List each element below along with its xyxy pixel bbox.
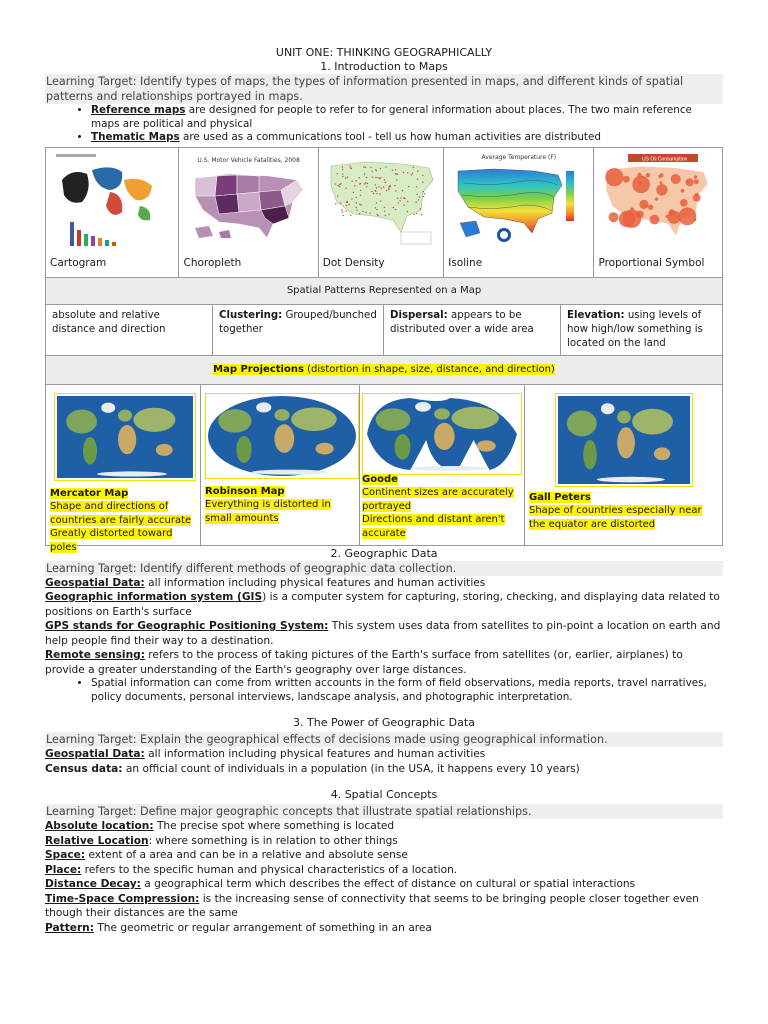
mercator-title: Mercator Map — [50, 487, 129, 499]
section3-learning-target: Learning Target: Explain the geographical effects of decisions made using geographical information. — [45, 732, 723, 747]
pattern-elevation: Elevation: using levels of how high/low something is located on the land — [561, 304, 723, 355]
isoline-map-title: Average Temperature (F) — [481, 153, 557, 161]
gall-peters-desc-1: Shape of countries especially near the equator are distorted — [529, 505, 702, 530]
section3-heading: 3. The Power of Geographic Data — [293, 716, 475, 729]
choropleth-label: Choropleth — [183, 256, 242, 269]
remote-sensing-definition: Remote sensing: refers to the process of taking pictures of the Earth's surface from satellites (or, earlier, airplanes) to provide a greater understanding of the Earth's geography over large distances. — [45, 649, 683, 676]
section4-heading: 4. Spatial Concepts — [330, 788, 438, 801]
proportional-symbol-label: Proportional Symbol — [598, 256, 705, 269]
spatial-information-bullet: • Spatial information can come from written accounts in the form of field observations, media reports, travel narratives, policy documents, personal interviews, landscape analysis, and photographic interpretation. — [91, 677, 723, 704]
choropleth-cell — [179, 147, 318, 277]
proportional-symbol-thumbnail — [594, 148, 722, 253]
proportional-symbol-map-title: US Oil Consumption — [642, 156, 688, 163]
spatial-information-bullets — [45, 677, 723, 704]
pattern-dispersal: Dispersal: appears to be distributed over a wide area — [384, 304, 561, 355]
time-space-compression-definition: Time-Space Compression: is the increasing sense of connectivity that seems to be bringing people closer together even though their distances are the same — [45, 892, 699, 919]
geospatial-data-definition-2: Geospatial Data: all information including physical features and human activities — [45, 748, 486, 760]
census-data-definition: Census data: an official count of individuals in a population (in the USA, it happens every 10 years) — [45, 762, 580, 775]
mercator-desc-1: Shape and directions of countries are fairly accurate — [50, 501, 192, 526]
cartogram-cell — [46, 147, 179, 277]
cartogram-label: Cartogram — [50, 256, 107, 269]
bullet-thematic-maps: • Thematic Maps are used as a communications tool - tell us how human activities are distributed — [91, 131, 723, 145]
gall-peters-map-image — [555, 393, 693, 487]
cartogram-thumbnail — [46, 148, 178, 253]
place-definition: Place: refers to the specific human and physical characteristics of a location. — [45, 863, 458, 876]
projection-mercator — [46, 384, 201, 553]
projection-gall-peters — [525, 384, 723, 545]
goode-desc-1: Continent sizes are accurately portrayed — [362, 487, 514, 512]
goode-map-image — [362, 393, 522, 475]
section1-heading: 1. Introduction to Maps — [320, 60, 448, 73]
section2-heading: 2. Geographic Data — [330, 546, 438, 560]
gis-definition: Geographic information system (GIS) is a computer system for capturing, storing, checking, and displaying data related to positions on Earth's surface — [45, 591, 720, 618]
bullet-reference-maps: • Reference maps are designed for people to refer to for general information about places. The two main reference maps are political and physical — [91, 104, 723, 131]
projection-goode — [360, 384, 525, 545]
goode-title: Goode — [362, 473, 398, 485]
dot-density-label: Dot Density — [322, 256, 385, 269]
relative-location-definition: Relative Location: where something is in relation to other things — [45, 834, 398, 847]
unit-title: UNIT ONE: THINKING GEOGRAPHICALLY — [275, 46, 493, 59]
gall-peters-title: Gall Peters — [529, 491, 591, 503]
section1-learning-target: Learning Target: Identify types of maps, the types of information presented in maps, and different kinds of spatial patterns and relationships portrayed in maps. — [45, 74, 723, 104]
document-page — [45, 46, 723, 935]
spatial-patterns-table — [45, 304, 723, 385]
mercator-desc-2: Greatly distorted toward poles — [50, 528, 173, 553]
space-definition: Space: extent of a area and can be in a relative and absolute sense — [45, 849, 408, 861]
distance-decay-definition: Distance Decay: a geographical term which describes the effect of distance on cultural or spatial interactions — [45, 878, 636, 890]
pattern-distance: absolute and relative distance and direction — [46, 304, 213, 355]
map-type-bullets — [45, 104, 723, 145]
goode-desc-2: Directions and distant aren't accurate — [362, 514, 505, 539]
isoline-label: Isoline — [448, 256, 483, 269]
section2-learning-target: Learning Target: Identify different methods of geographic data collection. — [45, 561, 723, 576]
choropleth-thumbnail — [179, 148, 317, 253]
map-projections-heading: Map Projections (distortion in shape, size, distance, and direction) — [46, 355, 723, 384]
robinson-map-image — [205, 393, 359, 479]
thematic-map-table — [45, 147, 723, 305]
pattern-clustering: Clustering: Grouped/bunched together — [213, 304, 384, 355]
absolute-location-definition: Absolute location: The precise spot where something is located — [45, 820, 395, 832]
spatial-patterns-heading: Spatial Patterns Represented on a Map — [46, 277, 723, 304]
proportional-symbol-cell — [594, 147, 723, 277]
pattern-definition: Pattern: The geometric or regular arrangement of something in an area — [45, 921, 432, 934]
dot-density-thumbnail — [319, 148, 443, 253]
isoline-cell — [444, 147, 594, 277]
robinson-desc-1: Everything is distorted in small amounts — [205, 499, 331, 524]
gps-definition: GPS stands for Geographic Positioning System: This system uses data from satellites to pin-point a location on earth and help people find their way to a destination. — [45, 620, 721, 647]
isoline-thumbnail — [444, 148, 593, 253]
geospatial-data-definition: Geospatial Data: all information including physical features and human activities — [45, 576, 486, 589]
projection-robinson — [201, 384, 360, 545]
section4-learning-target: Learning Target: Define major geographic concepts that illustrate spatial relationships. — [45, 804, 723, 819]
robinson-title: Robinson Map — [205, 485, 285, 497]
choropleth-map-title: U.S. Motor Vehicle Fatalities, 2008 — [197, 156, 300, 164]
mercator-map-image — [54, 393, 196, 481]
dot-density-cell — [318, 147, 443, 277]
